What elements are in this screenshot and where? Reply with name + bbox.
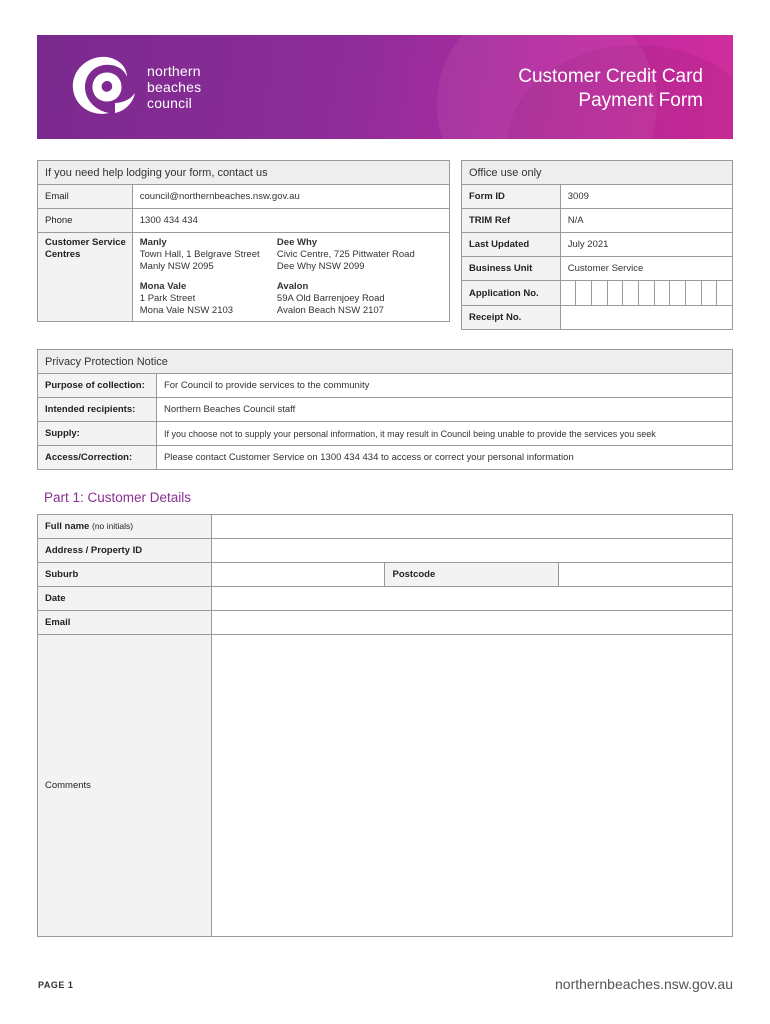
postcode-label: Postcode <box>385 563 559 587</box>
date-field[interactable] <box>211 587 732 611</box>
comments-field[interactable] <box>211 635 732 937</box>
form-title <box>518 65 703 113</box>
centre-line2: Dee Why NSW 2099 <box>276 261 365 272</box>
contact-header: If you need help lodging your form, contact us <box>38 161 450 185</box>
centre-line2: Manly NSW 2095 <box>139 261 214 272</box>
phone-value: 1300 434 434 <box>132 209 449 233</box>
application-no-label: Application No. <box>462 281 561 306</box>
full-name-note: (no initials) <box>91 521 134 531</box>
form-title-line: Payment Form <box>578 90 703 111</box>
email-label: Email <box>38 611 212 635</box>
email-value: council@northernbeaches.nsw.gov.au <box>132 185 449 209</box>
receipt-no-field[interactable] <box>560 306 732 330</box>
centre-line2: Mona Vale NSW 2103 <box>139 305 234 316</box>
purpose-value: For Council to provide services to the community <box>156 374 732 398</box>
application-no-boxes <box>561 281 732 305</box>
supply-label: Supply: <box>38 422 157 446</box>
postcode-field[interactable] <box>559 563 733 587</box>
centre-name: Avalon <box>276 281 309 292</box>
form-id-label: Form ID <box>462 185 561 209</box>
centre-name: Dee Why <box>276 237 318 248</box>
centre-avalon <box>273 277 450 322</box>
centre-line2: Avalon Beach NSW 2107 <box>276 305 384 316</box>
application-no-field[interactable] <box>560 281 732 306</box>
address-label: Address / Property ID <box>38 539 212 563</box>
office-use-table <box>461 160 733 330</box>
address-field[interactable] <box>211 539 732 563</box>
trim-ref-label: TRIM Ref <box>462 209 561 233</box>
suburb-field[interactable] <box>211 563 385 587</box>
access-value: Please contact Customer Service on 1300 434 434 to access or correct your personal information <box>156 446 732 470</box>
centre-line1: 1 Park Street <box>139 293 196 304</box>
full-name-field[interactable] <box>211 515 732 539</box>
footer-url: northernbeaches.nsw.gov.au <box>555 976 733 992</box>
contact-table <box>37 160 450 322</box>
last-updated-value: July 2021 <box>560 233 732 257</box>
access-label: Access/Correction: <box>38 446 157 470</box>
header-banner <box>37 35 733 139</box>
last-updated-label: Last Updated <box>462 233 561 257</box>
supply-value: If you choose not to supply your personal information, it may result in Council being unable to provide the services you seek <box>156 422 732 446</box>
council-name-line: council <box>147 95 192 111</box>
date-label: Date <box>38 587 212 611</box>
business-unit-label: Business Unit <box>462 257 561 281</box>
council-name-line: beaches <box>147 79 202 95</box>
form-title-line: Customer Credit Card <box>518 66 703 87</box>
email-label: Email <box>38 185 133 209</box>
centre-line1: Civic Centre, 725 Pittwater Road <box>276 249 415 260</box>
customer-details-table <box>37 514 733 937</box>
business-unit-value: Customer Service <box>560 257 732 281</box>
centre-line1: 59A Old Barrenjoey Road <box>276 293 385 304</box>
council-name-line: northern <box>147 63 201 79</box>
centre-dee-why <box>273 233 450 278</box>
privacy-table <box>37 349 733 470</box>
council-name <box>147 63 201 111</box>
email-field[interactable] <box>211 611 732 635</box>
receipt-no-label: Receipt No. <box>462 306 561 330</box>
centres-label: Customer Service Centres <box>38 233 133 322</box>
full-name-label-text: Full name <box>45 521 90 532</box>
trim-ref-value: N/A <box>560 209 732 233</box>
form-id-value: 3009 <box>560 185 732 209</box>
purpose-label: Purpose of collection: <box>38 374 157 398</box>
page-number: PAGE 1 <box>38 980 74 990</box>
recipients-label: Intended recipients: <box>38 398 157 422</box>
privacy-header: Privacy Protection Notice <box>38 350 733 374</box>
centre-name: Mona Vale <box>139 281 187 292</box>
centre-manly <box>132 233 273 278</box>
suburb-label: Suburb <box>38 563 212 587</box>
centre-name: Manly <box>139 237 167 248</box>
centre-line1: Town Hall, 1 Belgrave Street <box>139 249 260 260</box>
council-logo-icon <box>67 53 139 119</box>
office-header: Office use only <box>462 161 733 185</box>
full-name-label <box>38 515 212 539</box>
part1-title: Part 1: Customer Details <box>44 490 192 505</box>
centre-mona-vale <box>132 277 273 322</box>
comments-label: Comments <box>38 635 212 937</box>
recipients-value: Northern Beaches Council staff <box>156 398 732 422</box>
phone-label: Phone <box>38 209 133 233</box>
